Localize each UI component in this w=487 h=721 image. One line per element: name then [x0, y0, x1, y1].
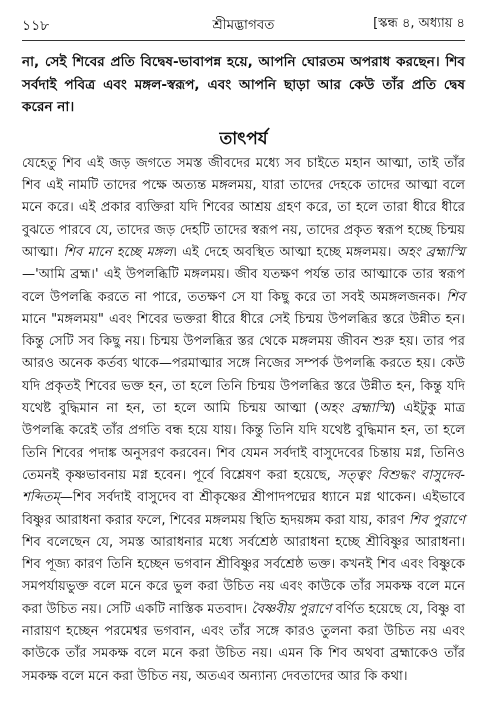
purport-heading: তাৎপর্য: [219, 128, 268, 149]
purport-text-6: —শিব সর্বদাই বাসুদেব বা শ্রীকৃষ্ণের শ্রীপাদপদ্মের ধ্যানে মগ্ন থাকেন। এইভাবে বিষ্ণুর আরাধনা করার ফলে, শিবের মঙ্গলময় স্থিতি হৃদয়ঙ্গম করা যায়, কারণ: [22, 490, 465, 528]
purport-text-2: । এই দেহে অবস্থিত আত্মা হচ্ছে মঙ্গলময়।: [172, 244, 397, 260]
purport-text-1: যেহেতু শিব এই জড় জগতে সমস্ত জীবদের মধ্যে সব চাইতে মহান আত্মা, তাই তাঁর শিব এই নামটি তাদের পক্ষে অত্যন্ত মঙ্গলময়, যারা তাদের দেহকে তাদের আত্মা বলে মনে করে। এই প্রকার ব্যক্তিরা যদি শিবের আশ্রয় গ্রহণ করে, তা হলে তারা ধীরে ধীরে বুঝতে পারবে যে, তাদের জড় দেহটি তাদের স্বরূপ নয়, তাদের প্রকৃত স্বরূপ হচ্ছে চিন্ময় আত্মা।: [22, 155, 465, 260]
book-page: [22, 10, 465, 688]
purport-text-8: বর্ণিত হয়েছে যে, বিষ্ণু বা নারায়ণ হচ্ছেন পরমেশ্বর ভগবান, এবং তাঁর সঙ্গে কারও তুলনা করা উচিত নয় এবং কাউকে তাঁর সমকক্ষ বলে মনে করা উচিত নয়। এমন কি শিব অথবা ব্রহ্মাকেও তাঁর সমকক্ষ বলে মনে করা উচিত নয়, অতএব অন্যান্য দেবতাদের আর কি কথা।: [22, 601, 465, 684]
purport-italic-7: বৈষ্ণবীয় পুরাণে: [251, 601, 332, 617]
purport-italic-4: অহং ব্রহ্মাস্মি: [319, 401, 391, 417]
page-number: ১১৮: [22, 18, 50, 34]
purport-italic-2: অহং ব্রহ্মাস্মি: [396, 244, 465, 260]
purport-italic-3: শিব: [446, 289, 465, 305]
page-header: [22, 10, 465, 34]
purport-body: [22, 153, 465, 688]
purport-text-4: মানে "মঙ্গলময়" এবং শিবের ভক্তরা ধীরে ধীরে সেই চিন্ময় উপলব্ধির স্তরে উন্নীত হন। কিন্তু সেটি সব কিছু নয়। চিন্ময় উপলব্ধির স্তর থেকে মঙ্গলময় জীবন শুরু হয়। তার পর আরও অনেক কর্তব্য থাকে—পরমাত্মার সঙ্গে নিজের সম্পর্ক উপলব্ধি করতে হয়। কেউ যদি প্রকৃতই শিবের ভক্ত হন, তা হলে তিনি চিন্ময় উপলব্ধির স্তরে উন্নীত হন, কিন্তু যদি যথেষ্ট বুদ্ধিমান না হন, তা হলে আমি চিন্ময় আত্মা (: [22, 311, 465, 417]
purport-text-3: —'আমি ব্রহ্ম।' এই উপলব্ধিটি মঙ্গলময়। জীব যতক্ষণ পর্যন্ত তার আত্মাকে তার স্বরূপ বলে উপলব্ধি করতে না পারে, ততক্ষণ সে যা কিছু করে তা সবই অমঙ্গলজনক।: [22, 267, 465, 305]
purport-italic-1: শিব মানে হচ্ছে মঙ্গল: [63, 244, 173, 260]
purport-italic-5: সত্ত্বং বিশুদ্ধং বাসুদেব-শব্দিতম্: [22, 467, 465, 506]
verse-translation: না, সেই শিবের প্রতি বিদ্বেষ-ভাবাপন্ন হয়ে, আপনি ঘোরতম অপরাধ করছেন। শিব সর্বদাই পবিত্র এবং মঙ্গল-স্বরূপ, এবং আপনি ছাড়া আর কেউ তাঁর প্রতি দ্বেষ করেন না।: [22, 54, 465, 116]
purport-text-5: ) এইটুকু মাত্র উপলব্ধি করেই তাঁর প্রগতি বন্ধ হয়ে যায়। কিন্তু তিনি যদি যথেষ্ট বুদ্ধিমান হন, তা হলে তিনি শিবের পদাঙ্ক অনুসরণ করবেন। শিব যেমন সর্বদাই বাসুদেবের চিন্তায় মগ্ন, তিনিও তেমনই কৃষ্ণভাবনায় মগ্ন হবেন। পূর্বে বিশ্লেষণ করা হয়েছে,: [22, 401, 465, 483]
purport-text-7: শিব বলেছেন যে, সমস্ত আরাধনার মধ্যে সর্বশ্রেষ্ঠ আরাধনা হচ্ছে শ্রীবিষ্ণুর আরাধনা। শিব পূজ্য কারণ তিনি হচ্ছেন ভগবান শ্রীবিষ্ণুর সর্বশ্রেষ্ঠ ভক্ত। কখনই শিব এবং বিষ্ণুকে সমপর্যায়ভুক্ত বলে মনে করে ভুল করা উচিত নয় এবং কাউকে তাঁর সমকক্ষ বলে মনে করা উচিত নয়। সেটি একটি নাস্তিক মতবাদ।: [22, 534, 465, 617]
book-title: শ্রীমদ্ভাগবত: [212, 17, 275, 33]
purport-italic-6: শিব পুরাণে: [408, 512, 465, 528]
chapter-reference: [স্কন্ধ ৪, অধ্যায় ৪: [373, 16, 465, 31]
header-divider: [22, 40, 465, 41]
